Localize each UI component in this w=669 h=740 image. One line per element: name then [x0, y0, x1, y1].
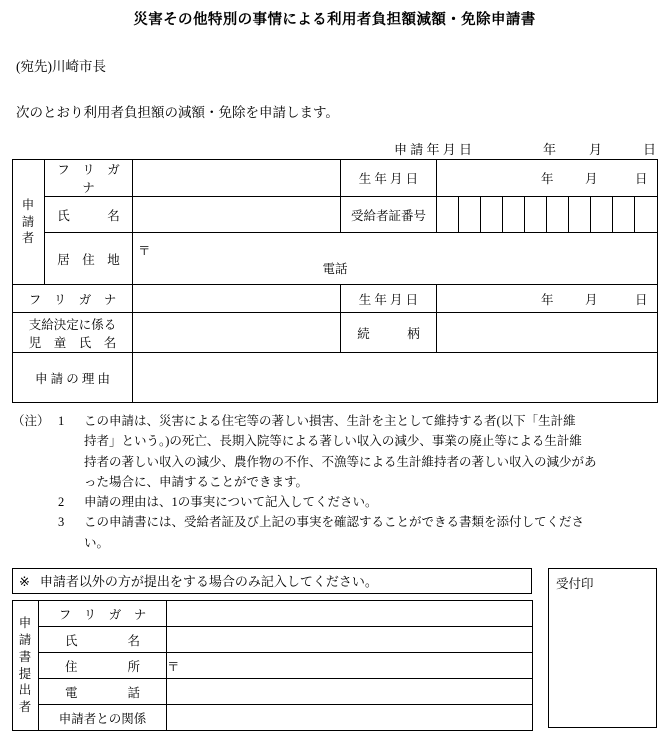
relation-label: 続 柄 [341, 313, 437, 353]
submitter-relation-label: 申請者との関係 [39, 705, 167, 731]
submitter-tel-field[interactable] [167, 679, 533, 705]
application-date-label: 申 請 年 月 日 [394, 142, 473, 157]
submitter-left [12, 568, 532, 731]
recipient-number-cell[interactable] [635, 197, 658, 233]
note-item [12, 411, 660, 431]
lead-text: 次のとおり利用者負担額の減額・免除を申請します。 [16, 105, 339, 120]
note-line: この申請は、災害による住宅等の著しい損害、生計を主として維持する者(以下「生計維 [84, 414, 576, 428]
residence-label: 居 住 地 [45, 233, 133, 285]
application-date-year: 年 [543, 142, 557, 157]
note-line: 持者の著しい収入の減少、農作物の不作、不漁等による生計維持者の著しい収入の減少があ [84, 454, 597, 469]
child-birth-year: 年 [541, 292, 554, 307]
child-furigana-label: フ リ ガ ナ [13, 285, 133, 313]
note-number: 2 [58, 495, 65, 509]
recipient-number-cell[interactable] [613, 197, 635, 233]
note-line: い。 [84, 535, 110, 550]
recipient-number-cell[interactable] [525, 197, 547, 233]
submitter-tel-label: 電 話 [39, 679, 167, 705]
note-number: 1 [58, 414, 65, 428]
residence-tel-label: 電話 [322, 261, 348, 276]
application-date-month: 月 [589, 142, 603, 157]
submitter-name-label: 氏 名 [39, 627, 167, 653]
application-date-day: 日 [643, 142, 657, 157]
applicant-name-field[interactable] [133, 197, 341, 233]
reason-label: 申 請 の 理 由 [13, 353, 133, 403]
recipient-number-cell[interactable] [437, 197, 459, 233]
submitter-furigana-field[interactable] [167, 601, 533, 627]
recipient-number-cell[interactable] [481, 197, 503, 233]
recipient-number-cell[interactable] [569, 197, 591, 233]
relation-field[interactable] [437, 313, 658, 353]
note-item [12, 512, 660, 532]
child-furigana-field[interactable] [133, 285, 341, 313]
recipient-number-cell[interactable] [503, 197, 525, 233]
submitter-banner [12, 568, 532, 594]
child-birth-day: 日 [635, 292, 648, 307]
notes-mark: （注） [12, 414, 50, 428]
submitter-furigana-label: フ リ ガ ナ [39, 601, 167, 627]
notes-block [12, 411, 660, 553]
reception-stamp-box [548, 568, 657, 728]
applicant-vertical-label: 申 請 者 [13, 160, 45, 285]
applicant-birth-day: 日 [635, 172, 648, 186]
residence-field[interactable] [133, 233, 658, 285]
recipient-number-cell[interactable] [547, 197, 569, 233]
applicant-name-label: 氏 名 [45, 197, 133, 233]
child-birth-month: 月 [585, 292, 598, 307]
note-line: った場合に、申請することができます。 [84, 474, 309, 489]
submitter-table [12, 600, 533, 731]
applicant-furigana-field[interactable] [133, 160, 341, 197]
asterisk-icon: ※ [19, 574, 30, 589]
child-birth-field[interactable] [437, 285, 658, 313]
reception-stamp-label: 受付印 [556, 577, 594, 591]
note-line: この申請書には、受給者証及び上記の事実を確認することができる書類を添付してくださ [84, 515, 585, 530]
recipient-number-cell[interactable] [459, 197, 481, 233]
submitter-address-label: 住 所 [39, 653, 167, 679]
applicant-birth-label: 生 年 月 日 [341, 160, 437, 197]
submitter-name-field[interactable] [167, 627, 533, 653]
reason-field[interactable] [133, 353, 658, 403]
application-date-row [16, 139, 669, 157]
applicant-table [12, 159, 658, 403]
child-name-label: 支給決定に係る 児 童 氏 名 [13, 313, 133, 353]
submitter-relation-field[interactable] [167, 705, 533, 731]
note-line: 持者」という。)の死亡、長期入院等による著しい収入の減少、事業の廃止等による生計維 [84, 434, 582, 449]
note-number: 3 [58, 515, 65, 530]
postal-mark: 〒 [138, 243, 151, 258]
applicant-furigana-label: フ リ ガ ナ [45, 160, 133, 197]
note-line: 申請の理由は、1の事実について記入してください。 [84, 495, 378, 509]
page-title: 災害その他特別の事情による利用者負担額減額・免除申請書 [133, 12, 536, 28]
recipient-number-label: 受給者証番号 [341, 197, 437, 233]
document-page [0, 8, 669, 740]
child-name-field[interactable] [133, 313, 341, 353]
applicant-birth-field[interactable] [437, 160, 658, 197]
submitter-address-field[interactable]: 〒 [167, 653, 533, 679]
recipient-number-cell[interactable] [591, 197, 613, 233]
note-item [12, 492, 660, 512]
applicant-birth-month: 月 [585, 172, 598, 186]
submitter-vertical-label: 申 請 書 提 出 者 [13, 601, 39, 731]
child-birth-label: 生 年 月 日 [341, 285, 437, 313]
applicant-birth-year: 年 [541, 172, 554, 186]
addressee: (宛先)川崎市長 [16, 59, 106, 74]
submitter-banner-text: 申請者以外の方が提出をする場合のみ記入してください。 [39, 574, 378, 589]
